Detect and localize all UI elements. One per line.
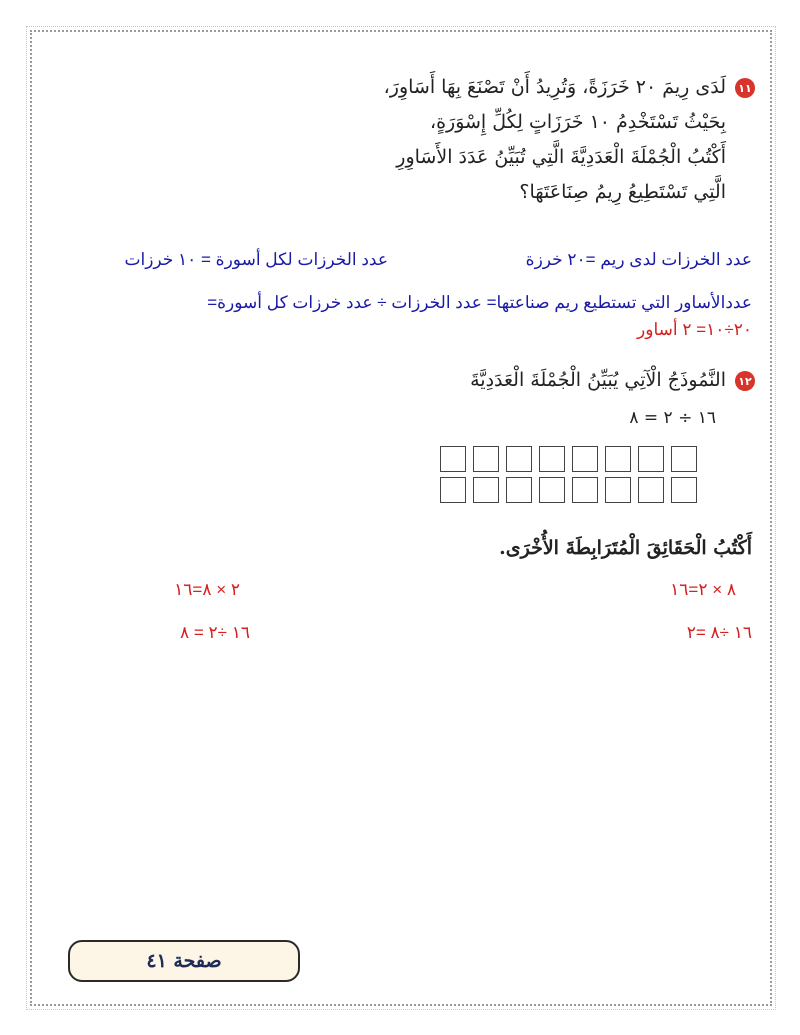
- fact-left-2: ١٦ ÷٢ = ٨: [180, 623, 250, 642]
- page-number-label: [68, 940, 300, 982]
- grid-cell: [671, 446, 697, 472]
- grid-cell: [473, 477, 499, 503]
- question-12-equation: ١٦ ÷ ٢ = ٨: [629, 408, 716, 428]
- grid-cell: [638, 477, 664, 503]
- grid-cell: [473, 446, 499, 472]
- grid-cell: [572, 446, 598, 472]
- grid-cell: [506, 446, 532, 472]
- grid-cell: [605, 477, 631, 503]
- grid-cell: [440, 446, 466, 472]
- grid-cell: [506, 477, 532, 503]
- q11-line-4: الَّتِي تَسْتَطِيعُ رِيمُ صِنَاعَتَهَا؟: [519, 181, 726, 203]
- question-12-instruction: النَّمُوذَجُ الْآتِي يُبَيِّنُ الْجُمْلَةَ الْعَدَدِيَّةَ: [470, 369, 726, 391]
- grid-cell: [671, 477, 697, 503]
- answer-formula: عددالأساور التي تستطيع ريم صناعتها= عدد الخرزات ÷ عدد خرزات كل أسورة=: [207, 293, 752, 312]
- fact-right-2: ١٦ ÷٨ =٢: [686, 623, 752, 642]
- fact-right-1: ٨ × ٢=١٦: [670, 580, 736, 599]
- q11-line-3: أَكْتُبُ الْجُمْلَةَ الْعَدَدِيَّةَ الَّتِي تُبَيِّنُ عَدَدَ الأَسَاوِرِ: [396, 146, 726, 168]
- answer-calculation: ٢٠÷١٠= ٢ أساور: [637, 320, 752, 339]
- grid-cell: [440, 477, 466, 503]
- question-11-text: [206, 70, 726, 210]
- related-facts-prompt: أَكْتُبُ الْحَقَائِقَ الْمُتَرَابِطَةَ الأُخْرَى.: [499, 537, 752, 559]
- grid-cell: [539, 477, 565, 503]
- q11-line-2: بِحَيْثُ تَسْتَخْدِمُ ١٠ خَرَزَاتٍ لِكُلِّ إِسْوَرَةٍ،: [429, 111, 726, 133]
- question-12-badge: ١٢: [735, 371, 755, 391]
- division-model-grid: [440, 446, 699, 503]
- answer-beads-total: عدد الخرزات لدى ريم =٢٠ خرزة: [525, 250, 752, 269]
- grid-cell: [638, 446, 664, 472]
- page-number-text: صفحة ٤١: [146, 950, 222, 972]
- grid-cell: [572, 477, 598, 503]
- grid-cell: [539, 446, 565, 472]
- q11-line-1: لَدَى رِيمَ ٢٠ خَرَزَةً، وَتُرِيدُ أَنْ تَصْنَعَ بِهَا أَسَاوِرَ،: [383, 76, 726, 98]
- fact-left-1: ٢ × ٨=١٦: [174, 580, 240, 599]
- answer-beads-per-bracelet: عدد الخرزات لكل أسورة = ١٠ خرزات: [124, 250, 388, 269]
- grid-cell: [605, 446, 631, 472]
- question-11-badge: ١١: [735, 78, 755, 98]
